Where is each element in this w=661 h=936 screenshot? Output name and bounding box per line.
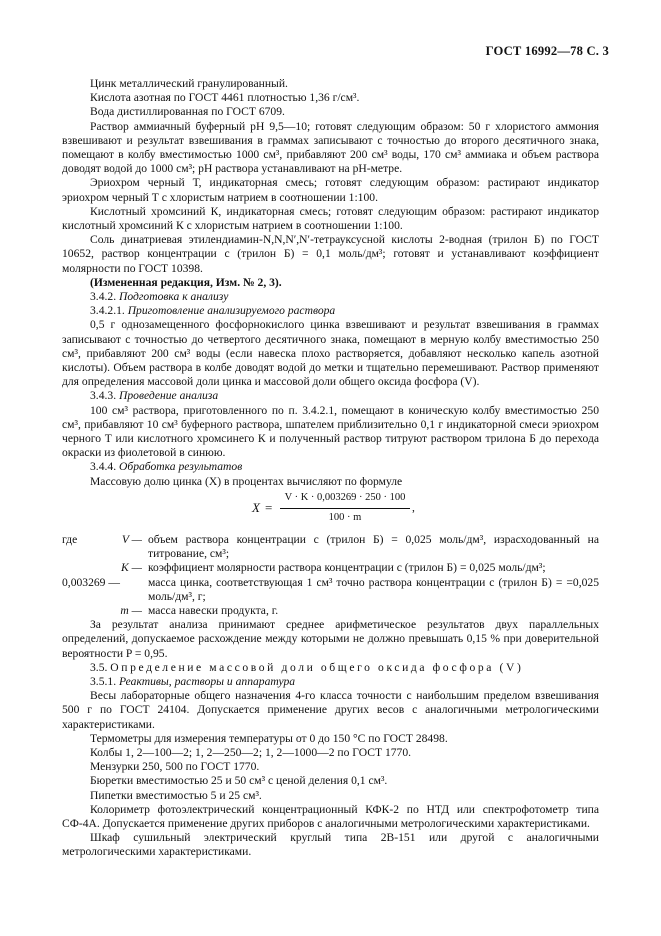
fraction-bar: [280, 508, 410, 509]
legend-where: где: [62, 532, 78, 546]
section-title: Приготовление анализируемого раствора: [127, 304, 336, 318]
section-number: 3.4.3.: [90, 389, 117, 403]
document-body: [62, 77, 599, 860]
paragraph: 0,5 г однозамещенного фосфорнокислого цинка взвешивают и результат взвешивания в граммах записывают с точностью до четвертого десятичного знака, помещают в мерную колбу вместимостью 250 см³, прибавляют 200 см³ воды (если навеска плохо растворяется, добавляют несколько капель азотной кислоты). Объем раствора в колбе доводят водой до метки и тщательно перемешивают. Раствор применяют для определения массовой доли цинка и массовой доли общего оксида фосфора (V).: [62, 318, 599, 389]
paragraph: 100 см³ раствора, приготовленного по п. 3.4.2.1, помещают в коническую колбу вместимостью 250 см³, прибавляют 10 см³ буферного раствора, шпателем приблизительно 0,1 г индикаторной смеси эриохром черного Т или кислотного хромсинего К и полученный раствор титруют раствором трилона Б до перехода окраски из фиолетовой в синюю.: [62, 403, 599, 460]
section-number: 3.4.2.: [90, 290, 117, 304]
section-number: 3.5.1.: [90, 674, 117, 688]
section-title: Реактивы, растворы и аппаратура: [119, 674, 296, 688]
section-heading: [62, 290, 599, 304]
paragraph: Массовую долю цинка (X) в процентах вычисляют по формуле: [90, 474, 403, 488]
paragraph: Бюретки вместимостью 25 и 50 см³ с ценой деления 0,1 см³.: [90, 774, 388, 788]
section-number: 3.4.4.: [90, 460, 117, 474]
paragraph: Цинк металлический гранулированный.: [90, 77, 288, 90]
legend-symbol: V —: [121, 532, 142, 546]
legend-symbol: K —: [121, 561, 142, 575]
section-heading: [62, 661, 599, 675]
paragraph: Пипетки вместимостью 5 и 25 см³.: [90, 788, 262, 802]
paragraph: Соль динатриевая этилендиамин-N,N,N′,N′-тетрауксусной кислоты 2-водная (трилон Б) по ГОСТ 10652, раствор концентрации c (трилон Б) = 0,1 моль/дм³; готовят и устанавливают коэффициент молярности по ГОСТ 10398.: [62, 233, 599, 275]
paragraph: Термометры для измерения температуры от 0 до 150 °С по ГОСТ 28498.: [90, 731, 448, 745]
section-heading: [62, 389, 599, 403]
legend-text: коэффициент молярности раствора концентрации c (трилон Б) = 0,025 моль/дм³;: [148, 561, 546, 575]
section-title: Обработка результатов: [119, 460, 243, 474]
formula-denominator: 100 · m: [328, 511, 362, 523]
paragraph: Колбы 1, 2—100—2; 1, 2—250—2; 1, 2—1000—2 по ГОСТ 1770.: [90, 745, 412, 759]
paragraph: Кислота азотная по ГОСТ 4461 плотностью 1,36 г/см³.: [90, 91, 360, 105]
formula-lhs: X: [252, 499, 260, 515]
page-header: ГОСТ 16992—78 С. 3: [485, 44, 609, 58]
section-title: Проведение анализа: [119, 389, 219, 403]
paragraph: Весы лабораторные общего назначения 4-го класса точности с наибольшим пределом взвешивания 500 г по ГОСТ 24104. Допускается применение других весов с аналогичными метрологическими характеристиками.: [62, 689, 599, 731]
paragraph: Раствор аммиачный буферный рН 9,5—10; готовят следующим образом: 50 г хлористого аммония взвешивают и результат взвешивания в граммах записывают с точностью до второго десятичного знака, помещают в колбу вместимостью 1000 см³, прибавляют 200 см³ воды, 170 см³ аммиака и объем раствора доводят водой до 1000 см³; рН раствора устанавливают на рН-метре.: [62, 119, 599, 176]
paragraph: Вода дистиллированная по ГОСТ 6709.: [90, 105, 285, 119]
formula-legend: [62, 533, 599, 618]
legend-text: масса навески продукта, г.: [148, 603, 279, 617]
zinc-formula: [62, 491, 599, 529]
section-heading: [62, 460, 599, 474]
formula-comma: ,: [412, 500, 415, 514]
formula-numerator: V · K · 0,003269 · 250 · 100: [284, 491, 406, 503]
paragraph: Колориметр фотоэлектрический концентрационный КФК-2 по НТД или спектрофотометр типа СФ-4А. Допускается применение других приборов с аналогичными метрологическими характеристиками.: [62, 802, 599, 830]
legend-symbol: m —: [120, 603, 142, 617]
paragraph: Эриохром черный Т, индикаторная смесь; готовят следующим образом: растирают индикатор эриохром черный Т с хлористым натрием в соотношении 1:100.: [62, 176, 599, 204]
legend-text: масса цинка, соответствующая 1 см³ точно раствора концентрации c (трилон Б) = =0,025 моль/дм³, г;: [148, 575, 599, 603]
amendment-note: (Измененная редакция, Изм. № 2, 3).: [90, 275, 282, 289]
paragraph: За результат анализа принимают среднее арифметическое результатов двух параллельных определений, допускаемое расхождение между которыми не должно превышать 0,15 % при доверительной вероятности P = 0,95.: [62, 618, 599, 660]
paragraph: Кислотный хромсиний К, индикаторная смесь; готовят следующим образом: растирают индикатор кислотный хромсиний К с хлористым натрием в соотношении 1:100.: [62, 204, 599, 233]
section-title: Подготовка к анализу: [119, 290, 229, 304]
section-number: 3.5.: [90, 660, 108, 674]
paragraph: Мензурки 250, 500 по ГОСТ 1770.: [90, 760, 260, 774]
section-title: Определение массовой доли общего оксида фосфора (V): [110, 660, 524, 674]
formula-equals: =: [265, 499, 273, 515]
section-heading: [62, 304, 599, 318]
legend-row: [62, 561, 599, 575]
legend-symbol: 0,003269 —: [62, 575, 120, 589]
legend-row: [62, 604, 599, 618]
paragraph: Шкаф сушильный электрический круглый типа 2В-151 или другой с аналогичными метрологическими характеристиками.: [62, 831, 599, 859]
section-heading: [62, 675, 599, 689]
legend-row: [62, 533, 599, 561]
section-number: 3.4.2.1.: [90, 304, 125, 318]
legend-row: [62, 576, 599, 604]
legend-text: объем раствора концентрации c (трилон Б) = 0,025 моль/дм³, израсходованный на титрование, см³;: [148, 532, 599, 561]
